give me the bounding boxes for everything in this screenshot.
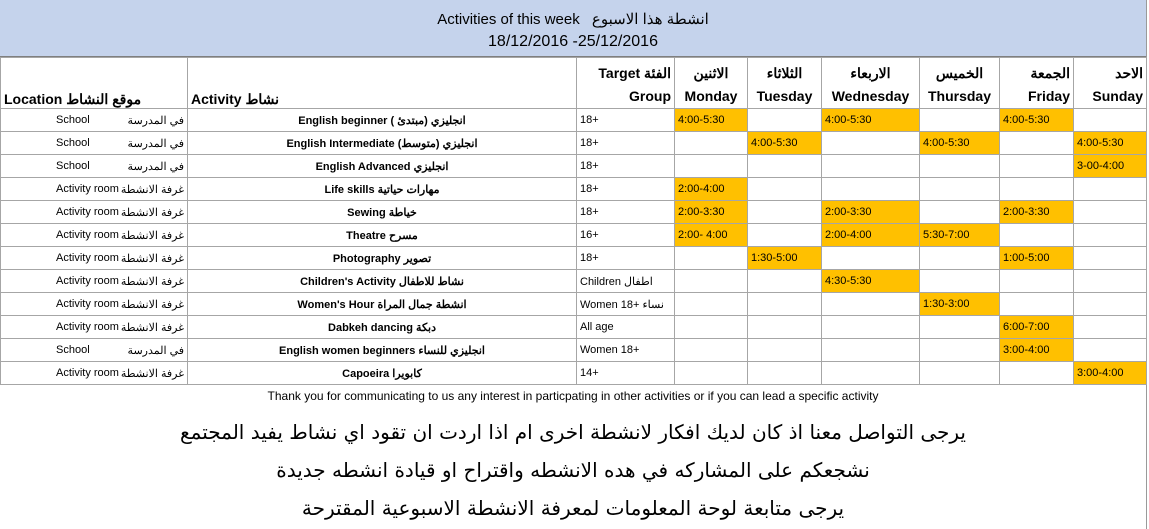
time-slot-cell — [822, 247, 920, 270]
time-slot-cell — [1074, 316, 1147, 339]
time-slot-cell — [675, 270, 748, 293]
time-slot-cell: 4:00-5:30 — [675, 109, 748, 132]
time-slot-cell: 1:00-5:00 — [1000, 247, 1074, 270]
activity-cell: Dabkeh dancing دبكة — [188, 316, 577, 339]
location-arabic: غرفة الانشطة — [120, 321, 184, 334]
time-slot-cell: 4:30-5:30 — [822, 270, 920, 293]
activity-cell: English beginner ( انجليزي (مبتدئ — [188, 109, 577, 132]
location-english: Activity room — [56, 228, 119, 241]
location-cell — [1, 293, 188, 316]
footer-english: Thank you for communicating to us any interest in particpating in other activities or if you can lead a specific activity — [267, 389, 879, 403]
time-slot-cell — [1000, 270, 1074, 293]
location-cell — [1, 132, 188, 155]
location-english: School — [56, 136, 90, 149]
location-cell — [1, 109, 188, 132]
time-slot-cell — [675, 155, 748, 178]
group-cell: 18+ — [577, 178, 675, 201]
group-cell: All age — [577, 316, 675, 339]
group-cell: 18+ — [577, 201, 675, 224]
schedule-row — [1, 224, 1147, 247]
time-slot-cell: 3:00-4:00 — [1074, 362, 1147, 385]
time-slot-cell: 6:00-7:00 — [1000, 316, 1074, 339]
time-slot-cell — [748, 316, 822, 339]
time-slot-cell — [1000, 224, 1074, 247]
footer-arabic-line: يرجى متابعة لوحة المعلومات لمعرفة الانشطة الاسبوعية المقترحة — [301, 496, 845, 520]
header-target-ar: الفئة — [644, 65, 671, 81]
location-cell — [1, 247, 188, 270]
location-english: Activity room — [56, 182, 119, 195]
activity-cell: Theatre مسرح — [188, 224, 577, 247]
title-banner — [0, 0, 1146, 57]
time-slot-cell — [1000, 132, 1074, 155]
schedule-row — [1, 293, 1147, 316]
location-cell — [1, 201, 188, 224]
header-day-sunday — [1074, 58, 1147, 109]
time-slot-cell — [1074, 247, 1147, 270]
activity-cell: Capoeira كابويرا — [188, 362, 577, 385]
activity-cell: English Advanced انجليزي — [188, 155, 577, 178]
time-slot-cell: 2:00-4:00 — [822, 224, 920, 247]
schedule-row — [1, 155, 1147, 178]
time-slot-cell — [1074, 270, 1147, 293]
header-day-wednesday — [822, 58, 920, 109]
time-slot-cell — [920, 178, 1000, 201]
schedule-row — [1, 247, 1147, 270]
time-slot-cell — [1074, 109, 1147, 132]
day-ar-label: الاحد — [1115, 65, 1143, 81]
day-en-label: Tuesday — [756, 88, 813, 104]
day-en-label: Monday — [684, 88, 738, 104]
group-cell: 18+ — [577, 247, 675, 270]
footer-arabic-line: نشجعكم على المشاركه في هده الانشطه واقتراح او قيادة انشطه جديدة — [276, 458, 870, 482]
day-en-label: Sunday — [1092, 88, 1143, 104]
time-slot-cell — [920, 109, 1000, 132]
schedule-row — [1, 132, 1147, 155]
header-activity: Activity نشاط — [188, 58, 577, 109]
time-slot-cell — [1000, 293, 1074, 316]
time-slot-cell — [675, 316, 748, 339]
day-en-label: Wednesday — [831, 88, 910, 104]
time-slot-cell: 1:30-5:00 — [748, 247, 822, 270]
day-ar-label: الاربعاء — [850, 65, 891, 81]
activity-cell: Children's Activity نشاط للاطفال — [188, 270, 577, 293]
location-english: School — [56, 113, 90, 126]
time-slot-cell — [1000, 155, 1074, 178]
day-ar-label: الجمعة — [1030, 65, 1070, 81]
time-slot-cell: 2:00- 4:00 — [675, 224, 748, 247]
time-slot-cell — [1074, 178, 1147, 201]
location-arabic: غرفة الانشطة — [120, 298, 184, 311]
time-slot-cell — [920, 362, 1000, 385]
location-english: School — [56, 343, 90, 356]
location-english: Activity room — [56, 320, 119, 333]
time-slot-cell: 3:00-4:00 — [1000, 339, 1074, 362]
location-arabic: غرفة الانشطة — [120, 183, 184, 196]
time-slot-cell: 4:00-5:30 — [1074, 132, 1147, 155]
time-slot-cell — [1074, 201, 1147, 224]
header-row — [1, 58, 1147, 109]
day-en-label: Thursday — [927, 88, 991, 104]
activity-cell: Sewing خياطة — [188, 201, 577, 224]
activity-cell: English Intermediate انجليزي (متوسط) — [188, 132, 577, 155]
time-slot-cell — [1074, 339, 1147, 362]
location-arabic: في المدرسة — [127, 160, 184, 173]
group-cell: Women 18+ — [577, 339, 675, 362]
time-slot-cell: 4:00-5:30 — [748, 132, 822, 155]
time-slot-cell — [920, 270, 1000, 293]
location-cell — [1, 270, 188, 293]
location-arabic: في المدرسة — [127, 137, 184, 150]
location-cell — [1, 339, 188, 362]
group-cell: Children اطفال — [577, 270, 675, 293]
day-ar-label: الثلاثاء — [766, 65, 803, 81]
time-slot-cell — [748, 224, 822, 247]
schedule-table — [0, 57, 1147, 385]
schedule-row — [1, 178, 1147, 201]
group-cell: 14+ — [577, 362, 675, 385]
header-target-group — [577, 58, 675, 109]
day-en-label: Friday — [1027, 88, 1070, 104]
day-ar-label: الاثنين — [693, 65, 729, 81]
time-slot-cell — [748, 201, 822, 224]
time-slot-cell — [822, 293, 920, 316]
time-slot-cell: 5:30-7:00 — [920, 224, 1000, 247]
time-slot-cell: 2:00-4:00 — [675, 178, 748, 201]
title-dates: 18/12/2016 -25/12/2016 — [488, 33, 658, 50]
header-day-friday — [1000, 58, 1074, 109]
activity-cell: Women's Hour انشطة جمال المراة — [188, 293, 577, 316]
time-slot-cell: 4:00-5:30 — [1000, 109, 1074, 132]
time-slot-cell — [675, 247, 748, 270]
header-day-monday — [675, 58, 748, 109]
time-slot-cell: 2:00-3:30 — [675, 201, 748, 224]
time-slot-cell — [920, 339, 1000, 362]
header-location: Location موقع النشاط — [1, 58, 188, 109]
activity-cell: English women beginners انجليزي للنساء — [188, 339, 577, 362]
time-slot-cell — [748, 155, 822, 178]
group-cell: Women 18+ نساء — [577, 293, 675, 316]
time-slot-cell — [1074, 293, 1147, 316]
schedule-row — [1, 109, 1147, 132]
schedule-row — [1, 270, 1147, 293]
schedule-row — [1, 339, 1147, 362]
location-arabic: غرفة الانشطة — [120, 229, 184, 242]
time-slot-cell — [748, 178, 822, 201]
location-cell — [1, 224, 188, 247]
time-slot-cell — [748, 362, 822, 385]
time-slot-cell — [748, 270, 822, 293]
time-slot-cell — [920, 247, 1000, 270]
time-slot-cell — [920, 201, 1000, 224]
time-slot-cell — [1000, 178, 1074, 201]
time-slot-cell — [675, 293, 748, 316]
location-cell — [1, 155, 188, 178]
location-english: School — [56, 159, 90, 172]
header-day-thursday — [920, 58, 1000, 109]
activity-cell: Photography تصوير — [188, 247, 577, 270]
time-slot-cell — [748, 109, 822, 132]
location-cell — [1, 178, 188, 201]
title-arabic: انشطة هذا الاسبوع — [591, 11, 709, 28]
time-slot-cell — [748, 339, 822, 362]
location-english: Activity room — [56, 366, 119, 379]
location-cell — [1, 316, 188, 339]
time-slot-cell — [822, 155, 920, 178]
group-cell: 18+ — [577, 155, 675, 178]
activity-cell: Life skills مهارات حياتية — [188, 178, 577, 201]
day-ar-label: الخميس — [935, 65, 984, 81]
title-line — [0, 10, 1146, 28]
location-arabic: غرفة الانشطة — [120, 252, 184, 265]
header-target-en: Target — [598, 65, 641, 81]
time-slot-cell: 4:00-5:30 — [822, 109, 920, 132]
time-slot-cell — [675, 362, 748, 385]
time-slot-cell — [920, 155, 1000, 178]
location-arabic: غرفة الانشطة — [120, 275, 184, 288]
time-slot-cell: 3-00-4:00 — [1074, 155, 1147, 178]
location-english: Activity room — [56, 205, 119, 218]
time-slot-cell — [1074, 224, 1147, 247]
time-slot-cell — [822, 178, 920, 201]
header-day-tuesday — [748, 58, 822, 109]
time-slot-cell: 4:00-5:30 — [920, 132, 1000, 155]
group-cell: 18+ — [577, 109, 675, 132]
time-slot-cell — [748, 293, 822, 316]
schedule-row — [1, 201, 1147, 224]
schedule-row — [1, 362, 1147, 385]
location-arabic: غرفة الانشطة — [120, 206, 184, 219]
header-group: Group — [629, 88, 671, 104]
time-slot-cell: 2:00-3:30 — [1000, 201, 1074, 224]
location-cell — [1, 362, 188, 385]
location-english: Activity room — [56, 274, 119, 287]
location-arabic: في المدرسة — [127, 344, 184, 357]
time-slot-cell — [1000, 362, 1074, 385]
location-english: Activity room — [56, 251, 119, 264]
time-slot-cell — [822, 339, 920, 362]
group-cell: 16+ — [577, 224, 675, 247]
group-cell: 18+ — [577, 132, 675, 155]
location-english: Activity room — [56, 297, 119, 310]
time-slot-cell — [675, 339, 748, 362]
time-slot-cell — [822, 132, 920, 155]
time-slot-cell — [822, 362, 920, 385]
time-slot-cell: 2:00-3:30 — [822, 201, 920, 224]
time-slot-cell: 1:30-3:00 — [920, 293, 1000, 316]
schedule-row — [1, 316, 1147, 339]
location-arabic: غرفة الانشطة — [120, 367, 184, 380]
time-slot-cell — [675, 132, 748, 155]
footer-arabic-line: يرجى التواصل معنا اذ كان لديك افكار لانشطة اخرى ام اذا اردت ان تقود اي نشاط يفيد المجتمع — [179, 420, 966, 444]
time-slot-cell — [920, 316, 1000, 339]
time-slot-cell — [822, 316, 920, 339]
title-english: Activities of this week — [437, 11, 580, 28]
location-arabic: في المدرسة — [127, 114, 184, 127]
